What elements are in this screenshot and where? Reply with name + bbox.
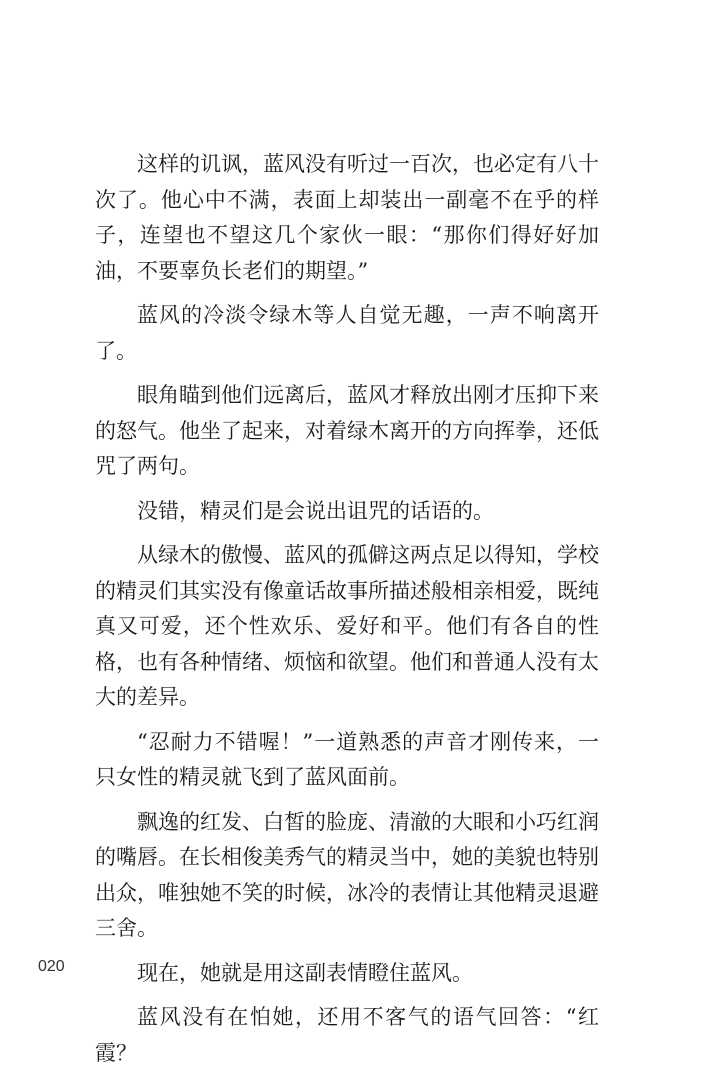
page-number: 020: [38, 958, 65, 975]
paragraph-8: 现在，她就是用这副表情瞪住蓝风。: [137, 960, 473, 985]
paragraph-3: 眼角瞄到他们远离后，蓝风才释放出刚才压抑下来的怒气。他坐了起来，对着绿木离开的方向挥拳，还低咒了两句。: [95, 383, 599, 478]
body-text: [95, 147, 599, 1080]
paragraph-5: 从绿木的傲慢、蓝风的孤僻这两点足以得知，学校的精灵们其实没有像童话故事所描述般相亲相爱，既纯真又可爱，还个性欢乐、爱好和平。他们有各自的性格，也有各种情绪、烦恼和欲望。他们和普通人没有太大的差异。: [95, 543, 599, 709]
paragraph-2: 蓝风的冷淡令绿木等人自觉无趣，一声不响离开了。: [95, 303, 599, 363]
paragraph-1: 这样的讥讽，蓝风没有听过一百次，也必定有八十次了。他心中不满，表面上却装出一副毫不在乎的样子，连望也不望这几个家伙一眼：“那你们得好好加油，不要辜负长老们的期望。”: [95, 152, 599, 283]
paragraph-6: “忍耐力不错喔！”一道熟悉的声音才刚传来，一只女性的精灵就飞到了蓝风面前。: [95, 729, 599, 789]
paragraph-4: 没错，精灵们是会说出诅咒的话语的。: [137, 498, 494, 523]
paragraph-9: 蓝风没有在怕她，还用不客气的语气回答：“红霞？: [95, 1005, 599, 1065]
paragraph-7: 飘逸的红发、白皙的脸庞、清澈的大眼和小巧红润的嘴唇。在长相俊美秀气的精灵当中，她的美貌也特别出众，唯独她不笑的时候，冰冷的表情让其他精灵退避三舍。: [95, 809, 599, 940]
